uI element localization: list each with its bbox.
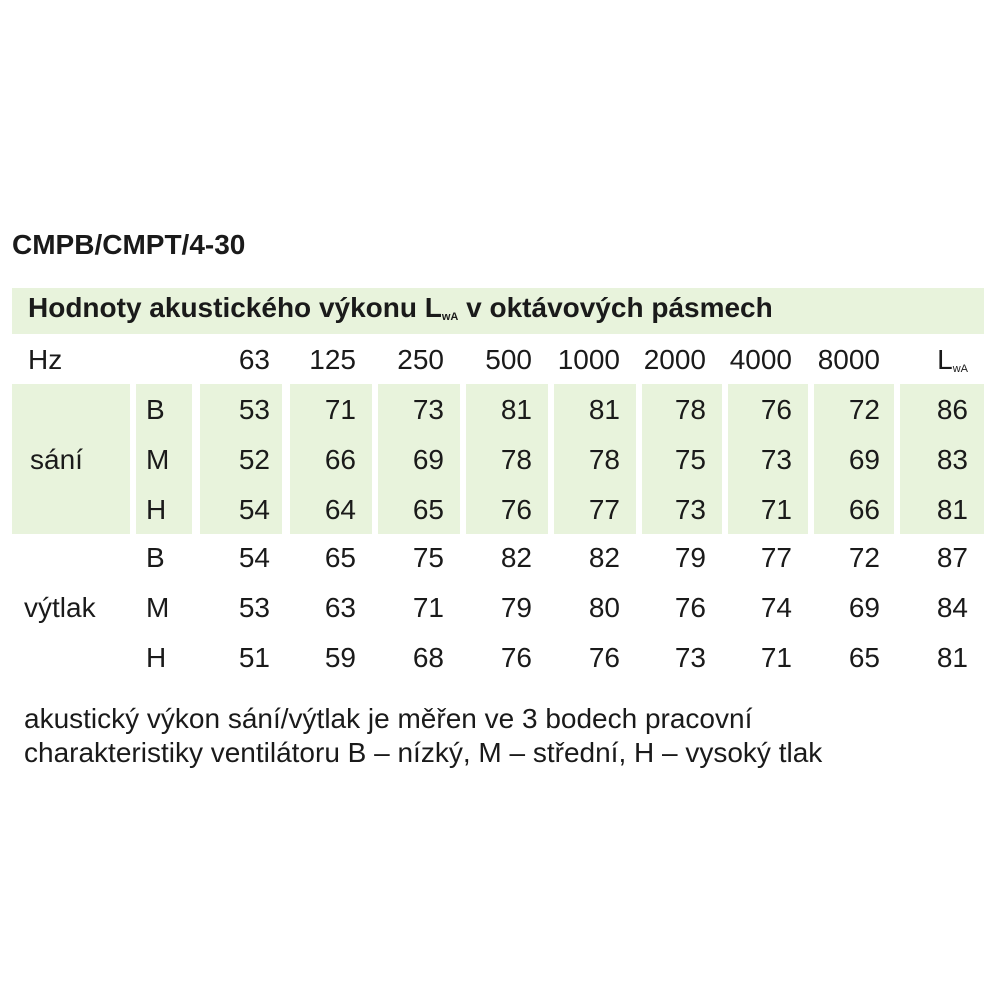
footnote-line-2: charakteristiky ventilátoru B – nízký, M – střední, H – vysoký tlak xyxy=(24,737,823,768)
level-label: H xyxy=(146,494,167,525)
table-cell: 77 xyxy=(588,494,620,525)
table-cell: 79 xyxy=(674,542,706,573)
table-cell: 71 xyxy=(760,494,792,525)
table-cell: 78 xyxy=(674,394,706,425)
frequency-header: 125 xyxy=(309,344,356,375)
table-cell: 81 xyxy=(500,394,532,425)
table-cell: 59 xyxy=(324,642,356,673)
model-title: CMPB/CMPT/4-30 xyxy=(12,229,246,260)
table-cell: 69 xyxy=(848,444,880,475)
table-cell: 77 xyxy=(760,542,792,573)
table-cell: 65 xyxy=(412,494,444,525)
table-cell: 76 xyxy=(674,592,706,623)
table-cell: 78 xyxy=(500,444,532,475)
table-cell: 76 xyxy=(500,494,532,525)
total-cell: 84 xyxy=(936,592,968,623)
total-cell: 81 xyxy=(936,642,968,673)
footnote xyxy=(24,702,822,770)
table-cell: 66 xyxy=(324,444,356,475)
table-cell: 78 xyxy=(588,444,620,475)
frequency-header: 1000 xyxy=(557,344,620,375)
table-cell: 76 xyxy=(500,642,532,673)
total-cell: 87 xyxy=(936,542,968,573)
table-cell: 52 xyxy=(238,444,270,475)
table-cell: 54 xyxy=(238,542,270,573)
table-cell: 76 xyxy=(760,394,792,425)
table-cell: 74 xyxy=(760,592,792,623)
level-label: B xyxy=(146,394,165,425)
table-cell: 54 xyxy=(238,494,270,525)
heading-text-after: v oktávových pásmech xyxy=(458,292,773,323)
table-cell: 82 xyxy=(588,542,620,573)
total-cell: 81 xyxy=(936,494,968,525)
table-cell: 69 xyxy=(412,444,444,475)
table-cell: 72 xyxy=(848,542,880,573)
level-label: H xyxy=(146,642,167,673)
hz-label: Hz xyxy=(28,344,63,375)
lwa-header-subscript: wA xyxy=(952,363,968,375)
group-label: sání xyxy=(30,444,83,475)
level-label: M xyxy=(146,444,170,475)
table-cell: 75 xyxy=(674,444,706,475)
table-cell: 79 xyxy=(500,592,532,623)
table-cell: 73 xyxy=(760,444,792,475)
table-cell: 66 xyxy=(848,494,880,525)
table-cell: 73 xyxy=(412,394,444,425)
lwa-header xyxy=(878,344,968,382)
table-cell: 82 xyxy=(500,542,532,573)
level-label: M xyxy=(146,592,170,623)
heading-text-before: Hodnoty akustického výkonu L xyxy=(28,292,442,323)
table-cell: 51 xyxy=(238,642,270,673)
table-cell: 71 xyxy=(760,642,792,673)
table-cell: 80 xyxy=(588,592,620,623)
table-cell: 71 xyxy=(324,394,356,425)
total-cell: 86 xyxy=(936,394,968,425)
heading-subscript: wA xyxy=(441,311,459,323)
frequency-header: 8000 xyxy=(817,344,880,375)
table-cell: 65 xyxy=(848,642,880,673)
table-cell: 75 xyxy=(412,542,444,573)
group-label: výtlak xyxy=(24,592,96,623)
table-cell: 73 xyxy=(674,642,706,673)
frequency-header: 500 xyxy=(485,344,532,375)
footnote-line-1: akustický výkon sání/výtlak je měřen ve 3 bodech pracovní xyxy=(24,703,753,734)
table-cell: 69 xyxy=(848,592,880,623)
table-cell: 68 xyxy=(412,642,444,673)
table-cell: 53 xyxy=(238,394,270,425)
frequency-header: 2000 xyxy=(643,344,706,375)
frequency-header: 63 xyxy=(238,344,270,375)
frequency-header: 4000 xyxy=(729,344,792,375)
table-cell: 63 xyxy=(324,592,356,623)
table-cell: 73 xyxy=(674,494,706,525)
table-cell: 53 xyxy=(238,592,270,623)
table-cell: 64 xyxy=(324,494,356,525)
table-heading xyxy=(28,292,773,324)
table-cell: 81 xyxy=(588,394,620,425)
level-label: B xyxy=(146,542,165,573)
table-cell: 76 xyxy=(588,642,620,673)
table-cell: 71 xyxy=(412,592,444,623)
table-cell: 65 xyxy=(324,542,356,573)
frequency-header: 250 xyxy=(397,344,444,375)
total-cell: 83 xyxy=(936,444,968,475)
lwa-header-label: L xyxy=(937,344,953,375)
table-cell: 72 xyxy=(848,394,880,425)
